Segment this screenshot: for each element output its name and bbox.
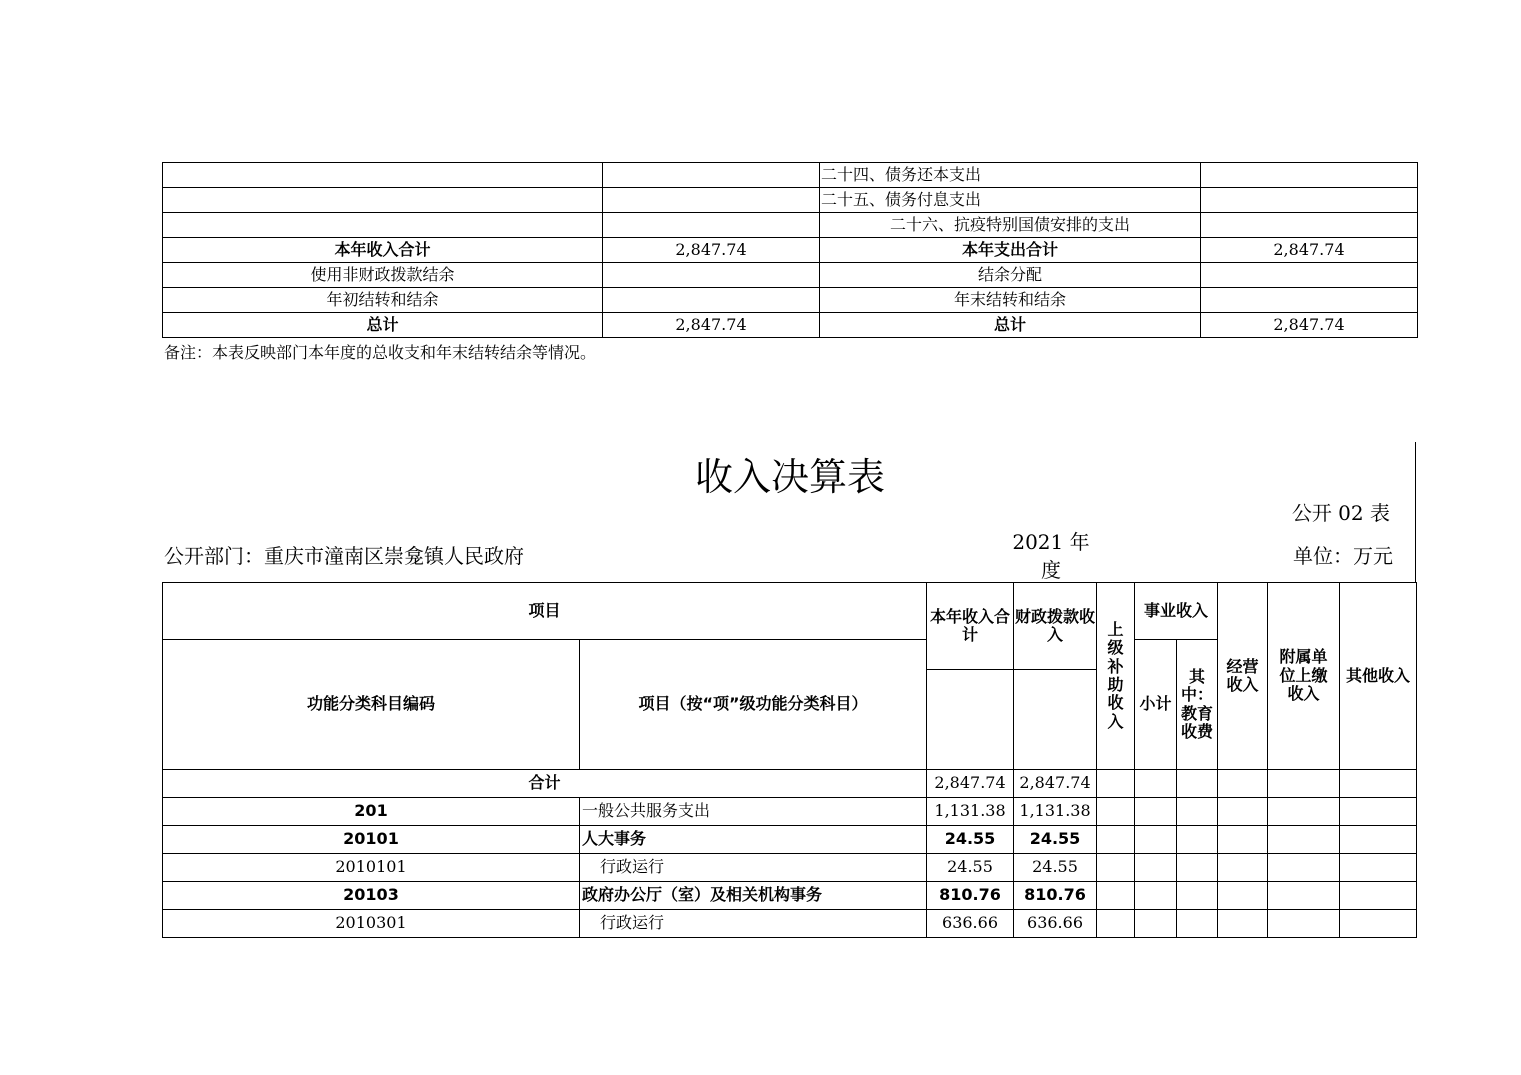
row-total: 24.55: [927, 854, 1014, 882]
empty-cell: [1218, 770, 1268, 798]
empty-cell: [1097, 910, 1135, 938]
empty-cell: [1268, 854, 1340, 882]
empty-cell: [1340, 854, 1417, 882]
table-row: [163, 882, 1417, 910]
empty-cell: [1340, 770, 1417, 798]
total-row-label: 合计: [163, 770, 927, 798]
expense-amount: 2,847.74: [1201, 238, 1418, 263]
expense-amount: [1201, 163, 1418, 188]
header-fiscal-spacer: [1014, 670, 1097, 770]
expense-amount: [1201, 188, 1418, 213]
row-total: 24.55: [927, 826, 1014, 854]
income-amount: 2,847.74: [603, 313, 820, 338]
empty-cell: [1177, 770, 1218, 798]
empty-cell: [1340, 910, 1417, 938]
income-item: [163, 213, 603, 238]
header-fiscal: 财政拨款收入: [1014, 583, 1097, 670]
total-row-fiscal: 2,847.74: [1014, 770, 1097, 798]
header-operating: 经营收入: [1218, 583, 1268, 770]
summary-table: [162, 162, 1418, 338]
table-row: [163, 910, 1417, 938]
empty-cell: [1268, 826, 1340, 854]
summary-row: [163, 263, 1418, 288]
empty-cell: [1268, 882, 1340, 910]
income-item: [163, 188, 603, 213]
row-name: 行政运行: [580, 854, 927, 882]
empty-cell: [1135, 798, 1177, 826]
row-total: 810.76: [927, 882, 1014, 910]
row-name: 行政运行: [580, 910, 927, 938]
department-label: 公开部门：重庆市潼南区崇龛镇人民政府: [164, 544, 524, 568]
row-code: 201: [163, 798, 580, 826]
expense-item: 年末结转和结余: [820, 288, 1201, 313]
expense-item: 结余分配: [820, 263, 1201, 288]
row-name: 人大事务: [580, 826, 927, 854]
row-fiscal: 1,131.38: [1014, 798, 1097, 826]
table-row: [163, 798, 1417, 826]
income-amount: [603, 188, 820, 213]
income-item: 总计: [163, 313, 603, 338]
header-subtotal: 小计: [1135, 640, 1177, 770]
header-project: 项目: [163, 583, 927, 640]
summary-row: [163, 313, 1418, 338]
expense-item: 本年支出合计: [820, 238, 1201, 263]
empty-cell: [1097, 882, 1135, 910]
row-total: 1,131.38: [927, 798, 1014, 826]
summary-row: [163, 163, 1418, 188]
empty-cell: [1097, 798, 1135, 826]
empty-cell: [1177, 826, 1218, 854]
income-amount: [603, 288, 820, 313]
summary-row: [163, 213, 1418, 238]
header-superior: 上级补助收入: [1097, 583, 1135, 770]
summary-row: [163, 288, 1418, 313]
row-name: 一般公共服务支出: [580, 798, 927, 826]
row-code: 20103: [163, 882, 580, 910]
row-fiscal: 24.55: [1014, 826, 1097, 854]
header-code: 功能分类科目编码: [163, 640, 580, 770]
expense-item: 总计: [820, 313, 1201, 338]
row-code: 20101: [163, 826, 580, 854]
empty-cell: [1340, 826, 1417, 854]
summary-row: [163, 238, 1418, 263]
expense-item: 二十四、债务还本支出: [820, 163, 1201, 188]
empty-cell: [1135, 854, 1177, 882]
row-total: 636.66: [927, 910, 1014, 938]
income-amount: [603, 263, 820, 288]
expense-amount: [1201, 263, 1418, 288]
empty-cell: [1135, 770, 1177, 798]
header-education: 其中：教育收费: [1177, 640, 1218, 770]
empty-cell: [1177, 854, 1218, 882]
empty-cell: [1177, 910, 1218, 938]
summary-table-body: [163, 163, 1418, 338]
empty-cell: [1218, 910, 1268, 938]
empty-cell: [1097, 854, 1135, 882]
empty-cell: [1218, 826, 1268, 854]
empty-cell: [1340, 882, 1417, 910]
expense-amount: 2,847.74: [1201, 313, 1418, 338]
header-other: 其他收入: [1340, 583, 1417, 770]
income-item: 年初结转和结余: [163, 288, 603, 313]
table-row: [163, 826, 1417, 854]
empty-cell: [1218, 854, 1268, 882]
empty-cell: [1097, 826, 1135, 854]
table-row: [163, 854, 1417, 882]
income-table-body: [163, 583, 1417, 938]
header-item: 项目（按“项”级功能分类科目）: [580, 640, 927, 770]
unit-label: 单位：万元: [1293, 544, 1393, 568]
income-amount: [603, 213, 820, 238]
income-amount: [603, 163, 820, 188]
row-fiscal: 24.55: [1014, 854, 1097, 882]
row-fiscal: 636.66: [1014, 910, 1097, 938]
empty-cell: [1268, 910, 1340, 938]
table-note: 备注：本表反映部门本年度的总收支和年末结转结余等情况。: [164, 343, 597, 362]
empty-cell: [1135, 826, 1177, 854]
year-label: 2021 年度: [1012, 530, 1090, 582]
total-row-total: 2,847.74: [927, 770, 1014, 798]
row-name: 政府办公厅（室）及相关机构事务: [580, 882, 927, 910]
summary-row: [163, 188, 1418, 213]
expense-item: 二十五、债务付息支出: [820, 188, 1201, 213]
empty-cell: [1135, 910, 1177, 938]
empty-cell: [1097, 770, 1135, 798]
empty-cell: [1135, 882, 1177, 910]
empty-cell: [1268, 770, 1340, 798]
expense-item: 二十六、抗疫特别国债安排的支出: [820, 213, 1201, 238]
empty-cell: [1268, 798, 1340, 826]
income-amount: 2,847.74: [603, 238, 820, 263]
expense-amount: [1201, 213, 1418, 238]
header-business: 事业收入: [1135, 583, 1218, 640]
income-item: [163, 163, 603, 188]
income-item: 本年收入合计: [163, 238, 603, 263]
header-total: 本年收入合计: [927, 583, 1014, 670]
row-fiscal: 810.76: [1014, 882, 1097, 910]
table-number: 公开 02 表: [1291, 501, 1390, 525]
empty-cell: [1340, 798, 1417, 826]
empty-cell: [1218, 798, 1268, 826]
header-total-spacer: [927, 670, 1014, 770]
empty-cell: [1177, 882, 1218, 910]
expense-amount: [1201, 288, 1418, 313]
row-code: 2010101: [163, 854, 580, 882]
income-table: [162, 582, 1417, 938]
empty-cell: [1177, 798, 1218, 826]
empty-cell: [1218, 882, 1268, 910]
row-code: 2010301: [163, 910, 580, 938]
header-affiliated: 附属单位上缴收入: [1268, 583, 1340, 770]
income-item: 使用非财政拨款结余: [163, 263, 603, 288]
page-title: 收入决算表: [694, 455, 885, 499]
